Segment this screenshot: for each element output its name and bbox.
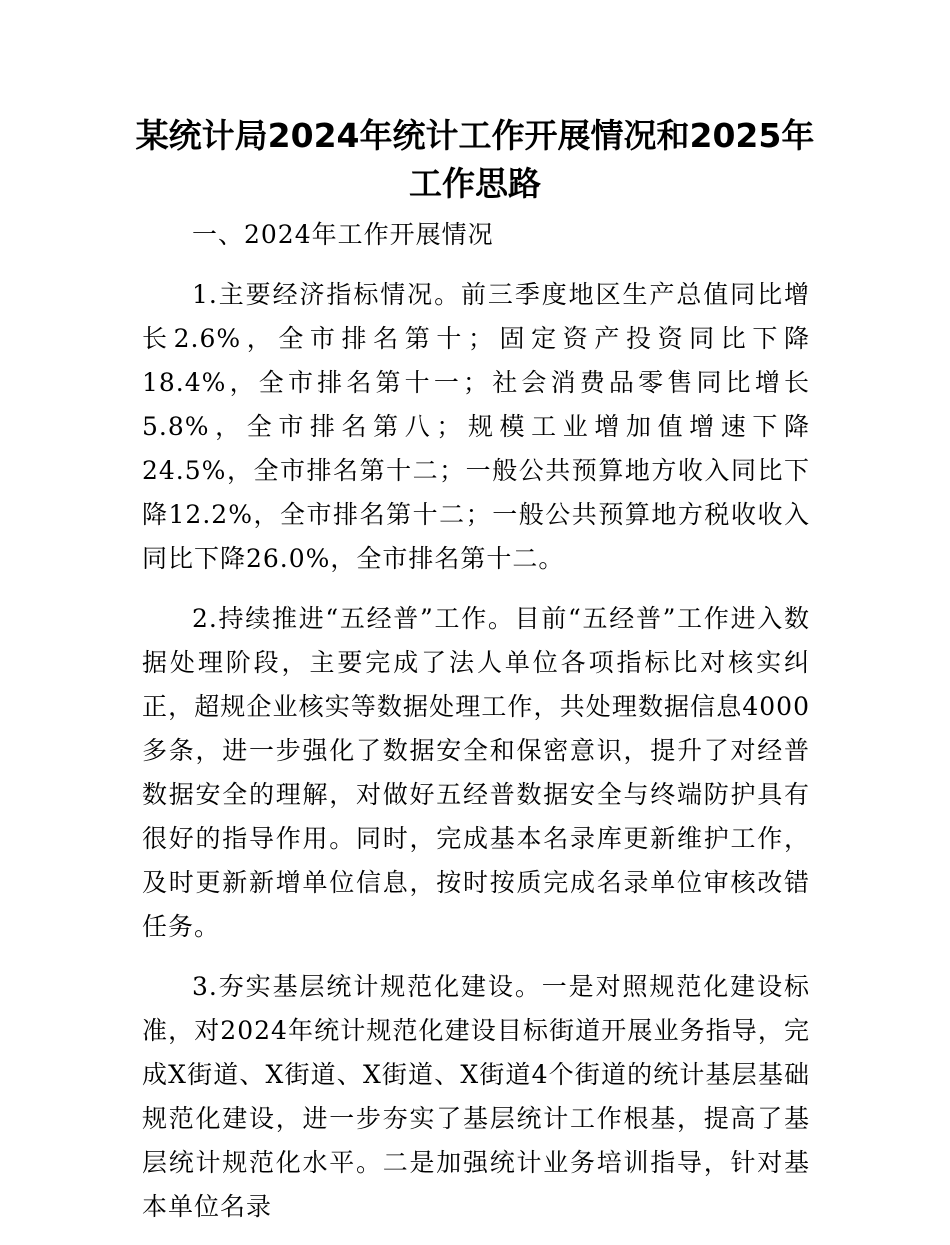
document-body — [142, 213, 810, 1245]
title-line-1: 某统计局2024年统计工作开展情况和2025年 — [135, 116, 815, 155]
paragraph-census-work: 2.持续推进“五经普”工作。目前“五经普”工作进入数据处理阶段，主要完成了法人单位各项指标比对核实纠正，超规企业核实等数据处理工作，共处理数据信息4000多条，进一步强化了数据安全和保密意识，提升了对经普数据安全的理解，对做好五经普数据安全与终端防护具有很好的指导作用。同时，完成基本名录库更新维护工作，及时更新新增单位信息，按时按质完成名录单位审核改错任务。 — [142, 604, 810, 941]
title-line-2: 工作思路 — [409, 164, 541, 203]
section-heading: 一、2024年工作开展情况 — [192, 220, 494, 249]
paragraph-economic-indicators: 1.主要经济指标情况。前三季度地区生产总值同比增长2.6%，全市排名第十；固定资产投资同比下降18.4%，全市排名第十一；社会消费品零售同比增长5.8%，全市排名第八；规模工业增加值增速下降24.5%，全市排名第十二；一般公共预算地方收入同比下降12.2%，全市排名第十二；一般公共预算地方税收收入同比下降26.0%，全市排名第十二。 — [142, 280, 810, 573]
paragraph-grassroots-standardization: 3.夯实基层统计规范化建设。一是对照规范化建设标准，对2024年统计规范化建设目标街道开展业务指导，完成X街道、X街道、X街道、X街道4个街道的统计基层基础规范化建设，进一步夯实了基层统计工作根基，提高了基层统计规范化水平。二是加强统计业务培训指导，针对基本单位名录 — [142, 972, 810, 1221]
document-title — [120, 112, 830, 208]
